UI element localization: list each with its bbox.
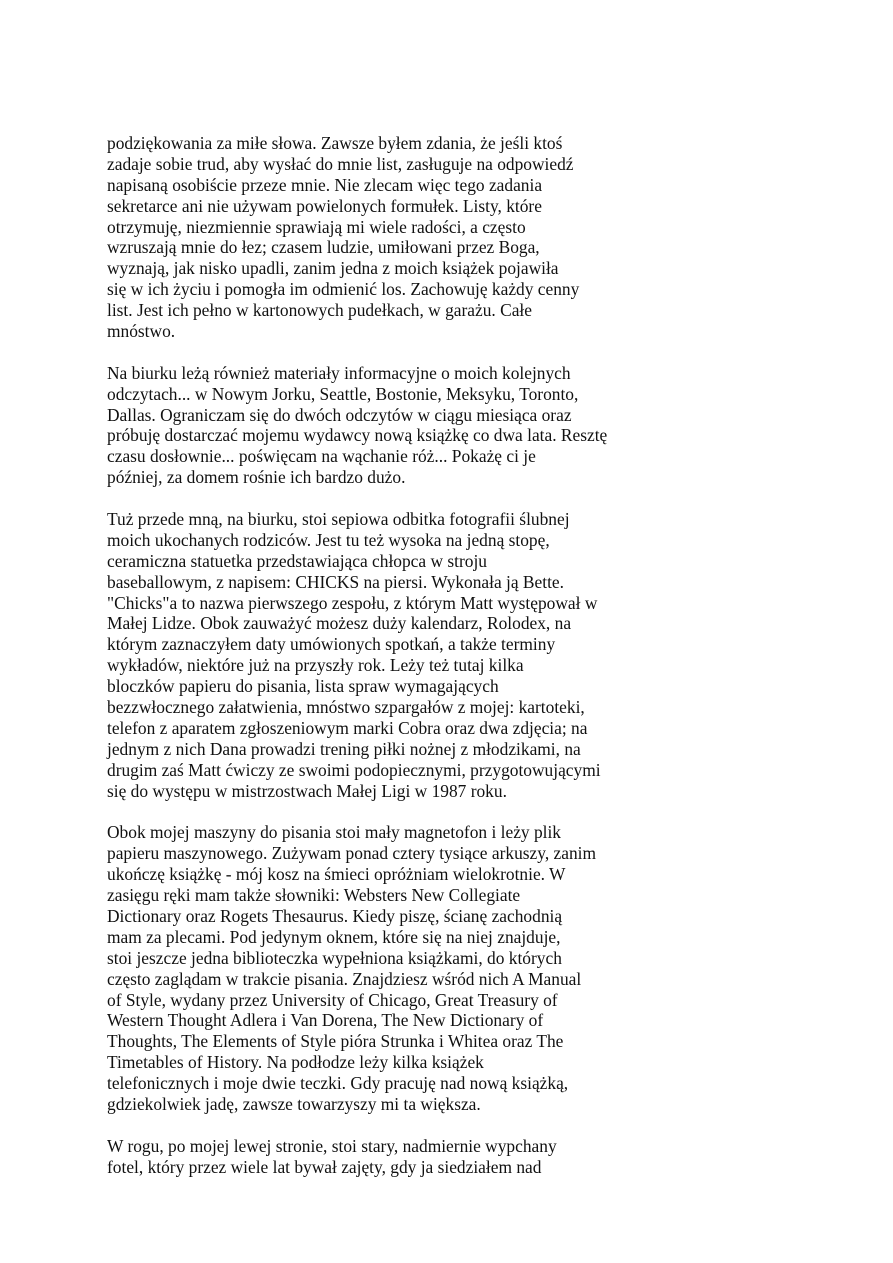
body-text bbox=[107, 133, 667, 1198]
text-line: bezzwłocznego załatwienia, mnóstwo szpargałów z mojej: kartoteki, bbox=[107, 697, 585, 718]
text-line: telefon z aparatem zgłoszeniowym marki Cobra oraz dwa zdjęcia; na bbox=[107, 717, 588, 738]
text-line: ukończę książkę - mój kosz na śmieci opróżniam wielokrotnie. W bbox=[107, 864, 566, 885]
text-line: zasięgu ręki mam także słowniki: Websters New Collegiate bbox=[107, 885, 521, 906]
paragraph-4 bbox=[107, 822, 667, 1114]
text-line: się w ich życiu i pomogła im odmienić los. Zachowuję każdy cenny bbox=[107, 279, 580, 300]
paragraph-3 bbox=[107, 509, 667, 801]
text-line: list. Jest ich pełno w kartonowych pudełkach, w garażu. Całe bbox=[107, 300, 532, 321]
text-line: moich ukochanych rodziców. Jest tu też wysoka na jedną stopę, bbox=[107, 529, 550, 550]
text-line: czasu dosłownie... poświęcam na wąchanie róż... Pokażę ci je bbox=[107, 446, 536, 467]
text-line: gdziekolwiek jadę, zawsze towarzyszy mi ta większa. bbox=[107, 1093, 481, 1114]
text-line: którym zaznaczyłem daty umówionych spotkań, a także terminy bbox=[107, 634, 556, 655]
text-line: bloczków papieru do pisania, lista spraw wymagających bbox=[107, 676, 499, 697]
text-line: Western Thought Adlera i Van Dorena, The New Dictionary of bbox=[107, 1010, 544, 1031]
text-line: napisaną osobiście przeze mnie. Nie zlecam więc tego zadania bbox=[107, 174, 543, 195]
text-line: baseballowym, z napisem: CHICKS na piersi. Wykonała ją Bette. bbox=[107, 571, 564, 592]
text-line: mnóstwo. bbox=[107, 321, 176, 342]
text-line: otrzymuję, niezmiennie sprawiają mi wiele radości, a często bbox=[107, 216, 526, 237]
text-line: jednym z nich Dana prowadzi trening piłki nożnej z młodzikami, na bbox=[107, 738, 581, 759]
text-line: później, za domem rośnie ich bardzo dużo. bbox=[107, 467, 406, 488]
text-line: "Chicks"a to nazwa pierwszego zespołu, z którym Matt występował w bbox=[107, 592, 598, 613]
text-line: często zaglądam w trakcie pisania. Znajdziesz wśród nich A Manual bbox=[107, 968, 582, 989]
paragraph-1 bbox=[107, 133, 667, 342]
text-line: zadaje sobie trud, aby wysłać do mnie list, zasługuje na odpowiedź bbox=[107, 153, 574, 174]
text-line: wzruszają mnie do łez; czasem ludzie, umiłowani przez Boga, bbox=[107, 237, 540, 258]
text-line: Obok mojej maszyny do pisania stoi mały magnetofon i leży plik bbox=[107, 822, 562, 843]
text-line: Thoughts, The Elements of Style pióra Strunka i Whitea oraz The bbox=[107, 1031, 564, 1052]
paragraph-2 bbox=[107, 363, 667, 488]
text-line: ceramiczna statuetka przedstawiająca chłopca w stroju bbox=[107, 550, 487, 571]
text-line: Na biurku leżą również materiały informacyjne o moich kolejnych bbox=[107, 362, 571, 383]
text-line: Dallas. Ograniczam się do dwóch odczytów w ciągu miesiąca oraz bbox=[107, 404, 572, 425]
text-line: W rogu, po mojej lewej stronie, stoi stary, nadmiernie wypchany bbox=[107, 1135, 557, 1156]
text-line: odczytach... w Nowym Jorku, Seattle, Bostonie, Meksyku, Toronto, bbox=[107, 383, 579, 404]
text-line: wyznają, jak nisko upadli, zanim jedna z moich książek pojawiła bbox=[107, 258, 559, 279]
text-line: Tuż przede mną, na biurku, stoi sepiowa odbitka fotografii ślubnej bbox=[107, 509, 570, 530]
text-line: papieru maszynowego. Zużywam ponad cztery tysiące arkuszy, zanim bbox=[107, 843, 597, 864]
text-line: telefonicznych i moje dwie teczki. Gdy pracuję nad nową książką, bbox=[107, 1073, 569, 1094]
text-line: Małej Lidze. Obok zauważyć możesz duży kalendarz, Rolodex, na bbox=[107, 613, 572, 634]
text-line: fotel, który przez wiele lat bywał zajęty, gdy ja siedziałem nad bbox=[107, 1156, 542, 1177]
text-line: Dictionary oraz Rogets Thesaurus. Kiedy piszę, ścianę zachodnią bbox=[107, 905, 563, 926]
text-line: próbuję dostarczać mojemu wydawcy nową książkę co dwa lata. Resztę bbox=[107, 425, 608, 446]
text-line: of Style, wydany przez University of Chicago, Great Treasury of bbox=[107, 989, 558, 1010]
text-line: podziękowania za miłe słowa. Zawsze byłem zdania, że jeśli ktoś bbox=[107, 133, 563, 153]
text-line: stoi jeszcze jedna biblioteczka wypełniona książkami, do których bbox=[107, 947, 562, 968]
text-line: się do występu w mistrzostwach Małej Ligi w 1987 roku. bbox=[107, 780, 507, 801]
text-line: mam za plecami. Pod jedynym oknem, które się na niej znajduje, bbox=[107, 926, 561, 947]
paragraph-5 bbox=[107, 1136, 667, 1178]
text-line: drugim zaś Matt ćwiczy ze swoimi podopiecznymi, przygotowującymi bbox=[107, 759, 601, 780]
text-line: Timetables of History. Na podłodze leży kilka książek bbox=[107, 1052, 484, 1073]
text-line: sekretarce ani nie używam powielonych formułek. Listy, które bbox=[107, 195, 542, 216]
text-line: wykładów, niektóre już na przyszły rok. Leży też tutaj kilka bbox=[107, 655, 524, 676]
